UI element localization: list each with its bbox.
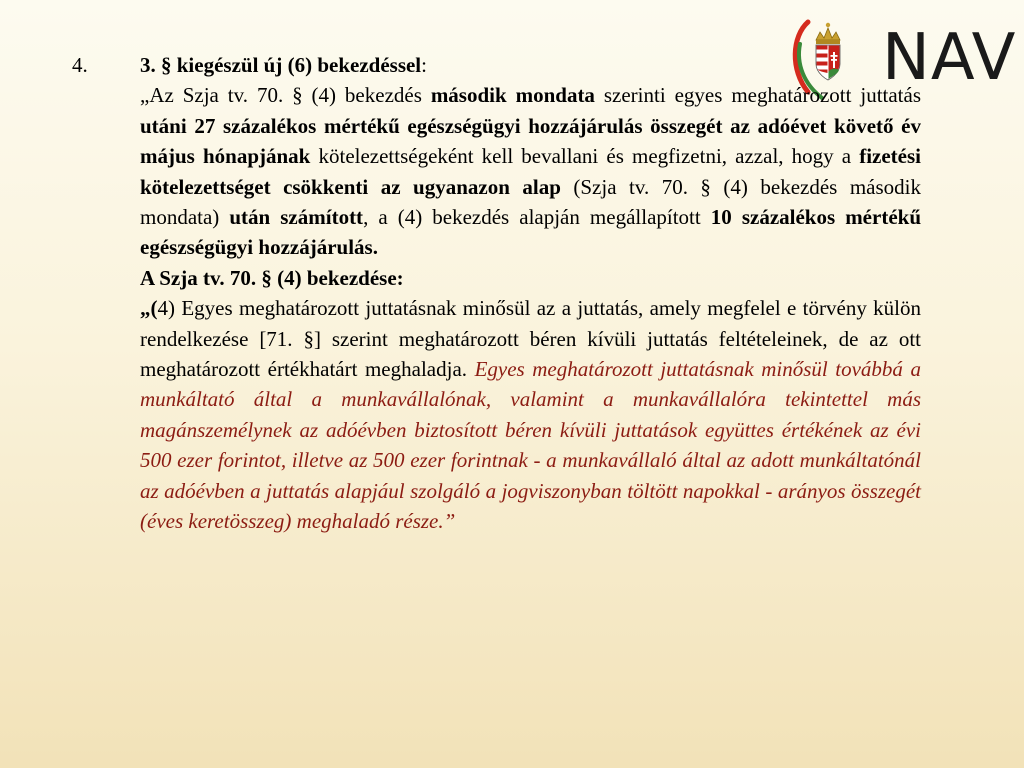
bold-run: második mondata [430,83,595,108]
text-run: „Az Szja tv. 70. § (4) bekezdés [140,83,431,108]
bold-run: után számított [229,205,364,230]
bold-run: fizetési kötelezettséget csökkenti az ugyanazon alap [140,144,921,199]
text-run: szerinti egyes meghatározott juttatás [594,83,922,108]
highlighted-italic-run: Egyes meghatározott juttatásnak minősül továbbá a munkáltató által a munkavállalónak, valamint a munkavállalóra tekintettel más magánszemélynek az adóévben biztosított béren kívüli juttatások együttes értékének az évi 500 ezer forintot, illetve az 500 ezer forintnak - a munkavállaló által az adott munkáltatónál az adóévben a juttatás alapjául szolgáló a jogviszonyban töltött napokkal - arányos összegét (éves keretösszeg) meghaladó része.” [140,357,921,534]
bold-run: „( [140,296,158,321]
item-heading-colon: : [421,53,427,77]
text-run: (Szja tv. 70. § (4) bekezdés második mondata) [140,174,921,230]
text-run: , a (4) bekezdés alapján megállapított [363,205,711,230]
item-heading-text: 3. § kiegészül új (6) bekezdéssel [140,53,422,77]
text-run: 4) Egyes meghatározott juttatásnak minősül az a juttatás, amely megfelel e törvény külön rendelkezése [71. §] szerint meghatározott béren kívüli juttatás feltételeinek, de az ott meghatározott értékhatárt meghaladja. [140,296,921,382]
paragraph-amendment [140,80,921,262]
paragraph-quoted-law [140,293,921,536]
content-block [140,50,921,537]
text-run: kötelezettségeként kell bevallani és megfizetni, azzal, hogy a [310,144,860,169]
nav-logo-text: NAV [882,21,1017,95]
bold-run: 10 százalékos mértékű egészségügyi hozzájárulás. [140,205,921,260]
item-heading [140,50,921,80]
bold-run: utáni 27 százalékos mértékű egészségügyi hozzájárulás összegét az adóévet követő év május hónapjának [140,113,921,169]
list-item-number: 4. [72,53,88,77]
subheading: A Szja tv. 70. § (4) bekezdése: [140,265,404,290]
